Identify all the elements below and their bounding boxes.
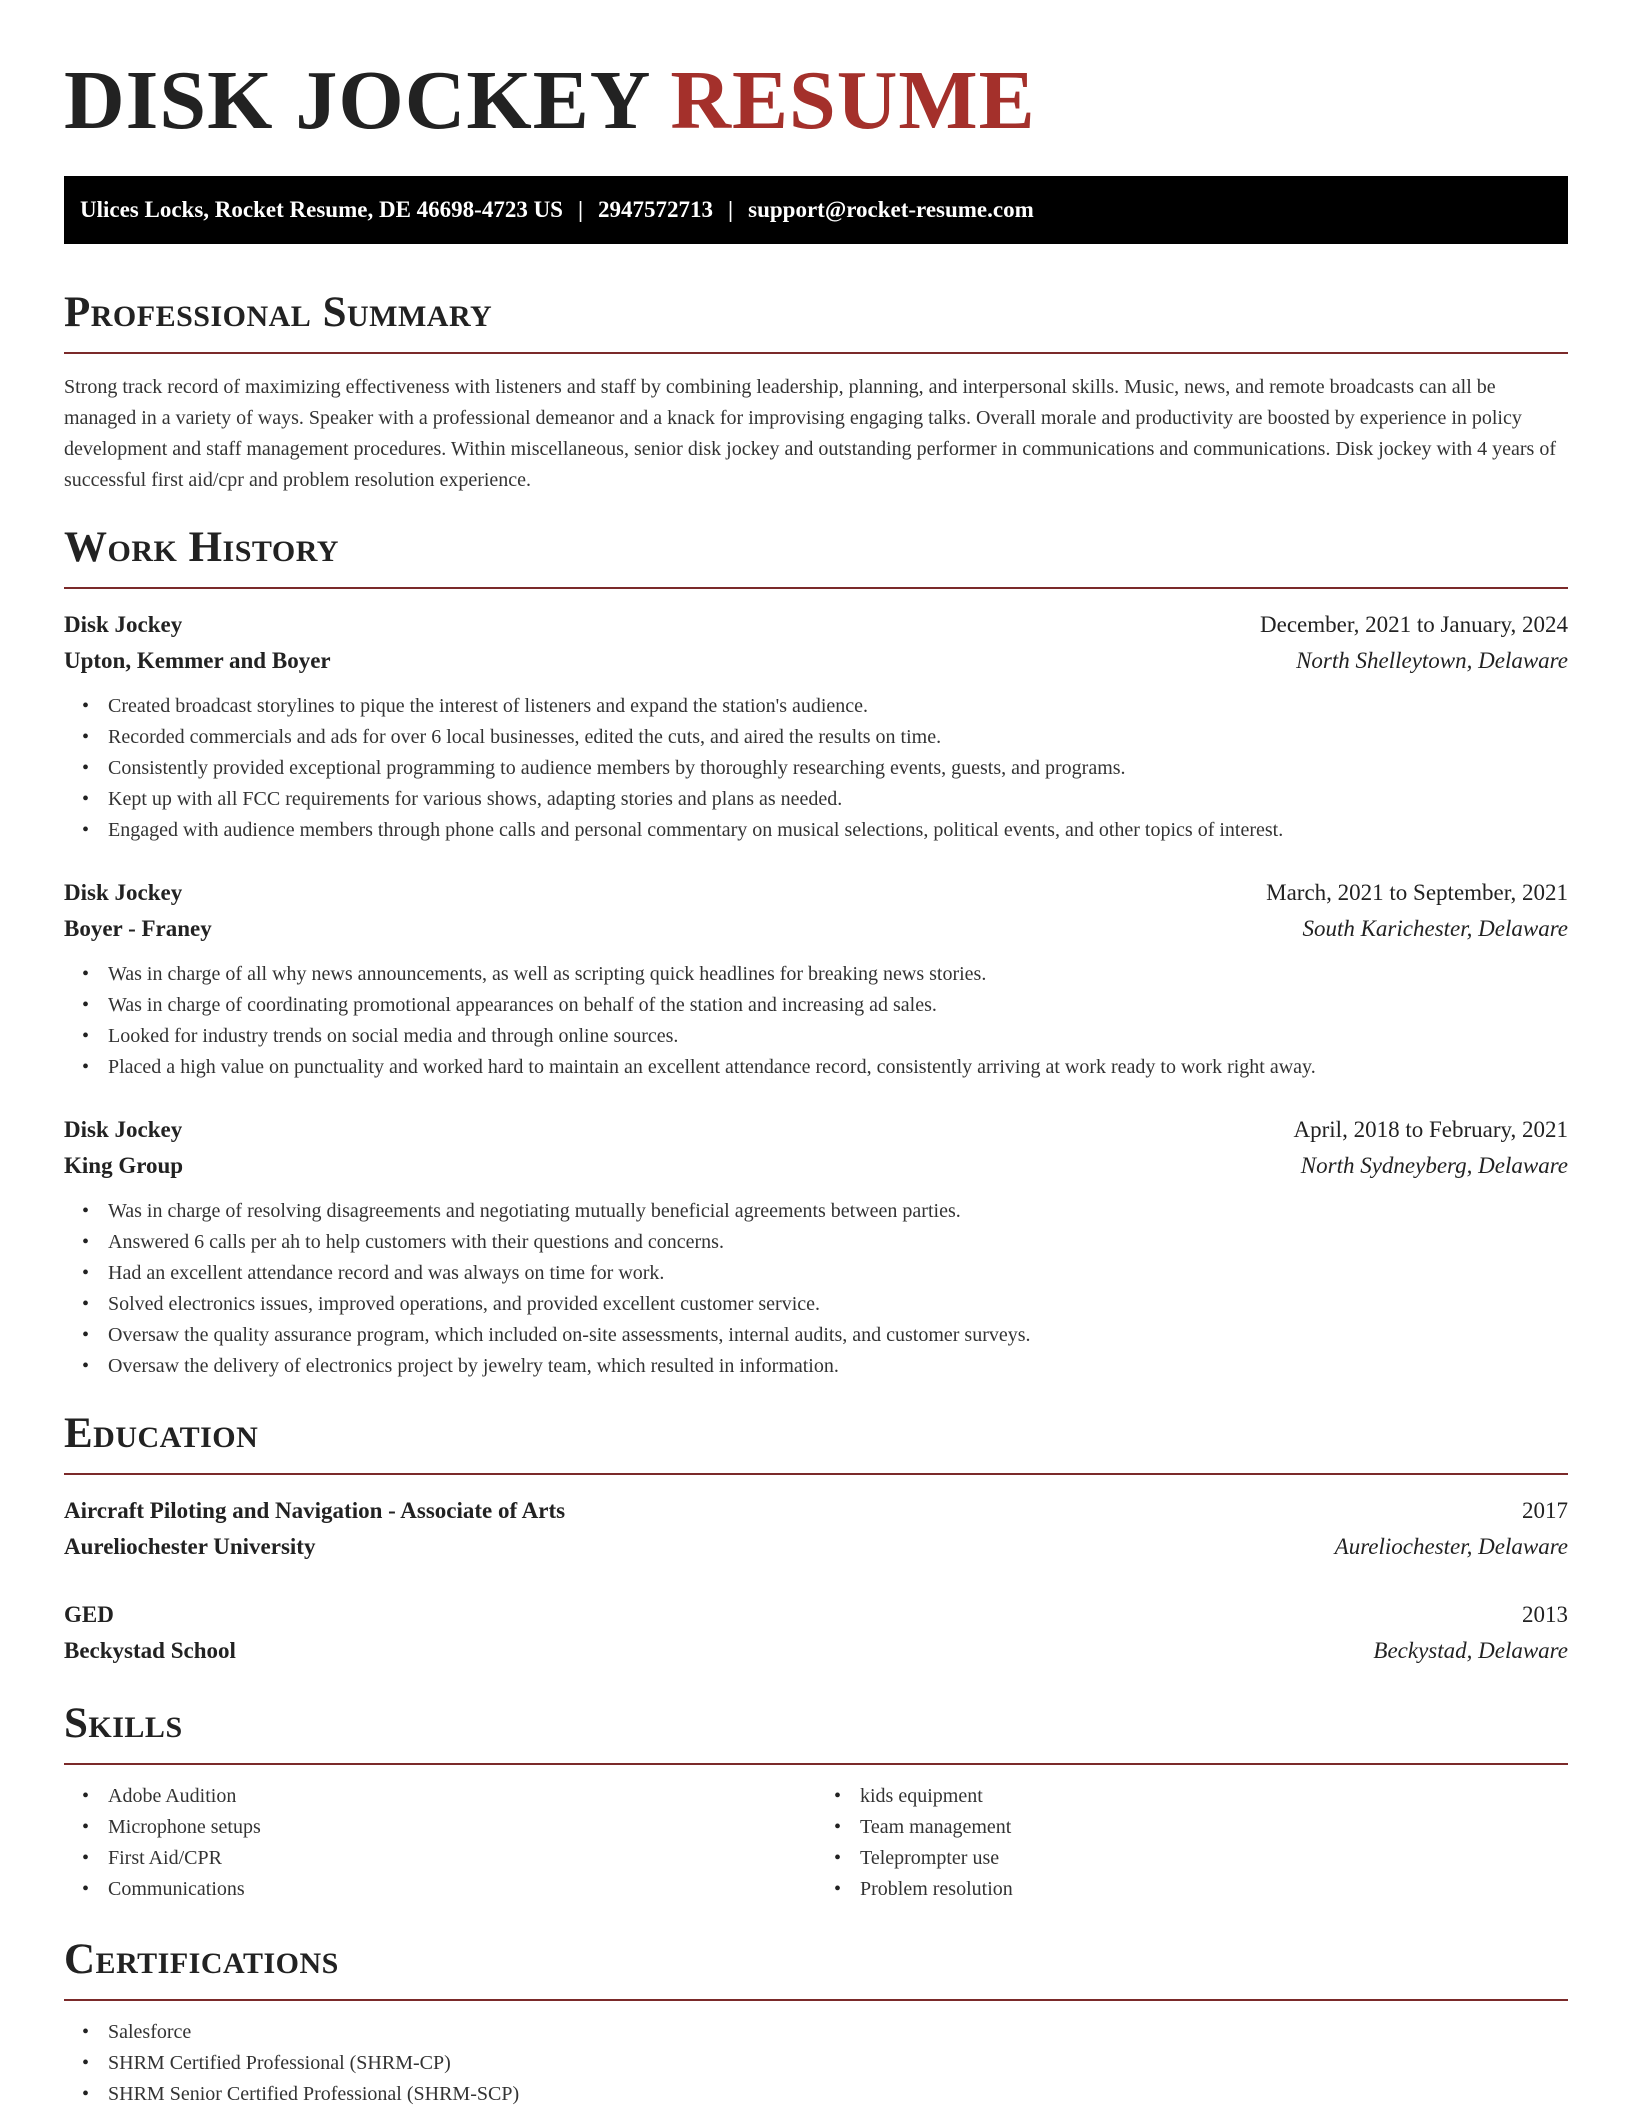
list-item: • Kept up with all FCC requirements for various shows, adapting stories and plans as needed.: [108, 784, 1568, 815]
work-history-section: [64, 523, 1568, 1382]
list-item: • Placed a high value on punctuality and worked hard to maintain an excellent attendance record, consistently arriving at work ready to work right away.: [108, 1052, 1568, 1083]
job-bullets: [64, 1196, 1568, 1382]
section-heading-work-history: Work History: [64, 523, 1568, 589]
list-item: • Consistently provided exceptional programming to audience members by thoroughly researching events, guests, and programs.: [108, 753, 1568, 784]
certification-item: • SHRM Senior Certified Professional (SHRM-SCP): [108, 2079, 1568, 2110]
education-degree: GED: [64, 1602, 114, 1627]
education-location: Beckystad, Delaware: [1373, 1638, 1568, 1663]
list-item: • Solved electronics issues, improved operations, and provided excellent customer service.: [108, 1289, 1568, 1320]
list-item: • Engaged with audience members through phone calls and personal commentary on musical selections, political events, and other topics of interest.: [108, 815, 1568, 846]
contact-phone: 2947572713: [598, 197, 714, 222]
job-location: South Karichester, Delaware: [1302, 916, 1568, 941]
job-entry: [64, 1112, 1568, 1382]
skill-item: • Communications: [108, 1874, 816, 1905]
education-header: [64, 1493, 1568, 1529]
list-item: • Was in charge of resolving disagreements and negotiating mutually beneficial agreements between parties.: [108, 1196, 1568, 1227]
job-title: Disk Jockey: [64, 612, 183, 637]
job-dates: April, 2018 to February, 2021: [1293, 1117, 1568, 1142]
contact-email: support@rocket-resume.com: [748, 197, 1034, 222]
job-subheader: [64, 911, 1568, 947]
skill-item: • kids equipment: [860, 1781, 1568, 1812]
skill-item: • Microphone setups: [108, 1812, 816, 1843]
skill-item: • Teleprompter use: [860, 1843, 1568, 1874]
job-bullets: [64, 691, 1568, 846]
summary-section: [64, 288, 1568, 496]
education-section: [64, 1409, 1568, 1669]
job-company: Boyer - Franey: [64, 916, 212, 941]
list-item: • Oversaw the quality assurance program, which included on-site assessments, internal audits, and customer surveys.: [108, 1320, 1568, 1351]
job-dates: March, 2021 to September, 2021: [1266, 880, 1568, 905]
skill-item: • Adobe Audition: [108, 1781, 816, 1812]
job-subheader: [64, 1148, 1568, 1184]
job-subheader: [64, 643, 1568, 679]
resume-page: [64, 0, 1568, 2110]
list-item: • Recorded commercials and ads for over 6 local businesses, edited the cuts, and aired the results on time.: [108, 722, 1568, 753]
title-accent: RESUME: [670, 54, 1036, 147]
contact-address: Ulices Locks, Rocket Resume, DE 46698-4723 US: [80, 197, 563, 222]
list-item: • Oversaw the delivery of electronics project by jewelry team, which resulted in information.: [108, 1351, 1568, 1382]
job-entry: [64, 875, 1568, 1083]
list-item: • Looked for industry trends on social media and through online sources.: [108, 1021, 1568, 1052]
education-entry: [64, 1597, 1568, 1669]
section-heading-education: Education: [64, 1409, 1568, 1475]
skill-item: • Team management: [860, 1812, 1568, 1843]
job-company: King Group: [64, 1153, 184, 1178]
list-item: • Had an excellent attendance record and was always on time for work.: [108, 1258, 1568, 1289]
list-item: • Was in charge of coordinating promotional appearances on behalf of the station and increasing ad sales.: [108, 990, 1568, 1021]
education-year: 2017: [1522, 1498, 1568, 1523]
education-header: [64, 1597, 1568, 1633]
certification-item: • SHRM Certified Professional (SHRM-CP): [108, 2048, 1568, 2079]
education-degree: Aircraft Piloting and Navigation - Associate of Arts: [64, 1498, 566, 1523]
resume-title: [64, 0, 1568, 150]
list-item: • Answered 6 calls per ah to help customers with their questions and concerns.: [108, 1227, 1568, 1258]
section-heading-certifications: Certifications: [64, 1935, 1568, 2001]
job-header: [64, 1112, 1568, 1148]
skill-item: • First Aid/CPR: [108, 1843, 816, 1874]
section-heading-summary: Professional Summary: [64, 288, 1568, 354]
certifications-section: [64, 1935, 1568, 2110]
skills-list-left: [64, 1781, 816, 1905]
job-dates: December, 2021 to January, 2024: [1260, 612, 1568, 637]
job-entry: [64, 607, 1568, 846]
certification-item: • Salesforce: [108, 2017, 1568, 2048]
skills-columns: [64, 1781, 1568, 1905]
skills-section: [64, 1699, 1568, 1905]
contact-separator: |: [728, 197, 734, 222]
contact-separator: |: [577, 197, 584, 222]
job-location: North Sydneyberg, Delaware: [1300, 1153, 1568, 1178]
education-year: 2013: [1522, 1602, 1568, 1627]
summary-text: Strong track record of maximizing effectiveness with listeners and staff by combining leadership, planning, and interpersonal skills. Music, news, and remote broadcasts can all be managed in a variety of ways. Speaker with a professional demeanor and a knack for improvising engaging talks. Overall morale and productivity are boosted by experience in policy development and staff management procedures. Within miscellaneous, senior disk jockey and outstanding performer in communications and communications. Disk jockey with 4 years of successful first aid/cpr and problem resolution experience.: [64, 376, 1556, 491]
job-header: [64, 607, 1568, 643]
list-item: • Was in charge of all why news announcements, as well as scripting quick headlines for breaking news stories.: [108, 959, 1568, 990]
skill-item: • Problem resolution: [860, 1874, 1568, 1905]
job-header: [64, 875, 1568, 911]
education-school: Beckystad School: [64, 1638, 236, 1663]
job-bullets: [64, 959, 1568, 1083]
education-subheader: [64, 1529, 1568, 1565]
certifications-list: [64, 2017, 1568, 2110]
contact-bar: [64, 176, 1568, 244]
education-location: Aureliochester, Delaware: [1334, 1534, 1568, 1559]
education-school: Aureliochester University: [64, 1534, 316, 1559]
section-heading-skills: Skills: [64, 1699, 1568, 1765]
education-entry: [64, 1493, 1568, 1565]
skills-list-right: [816, 1781, 1568, 1905]
job-title: Disk Jockey: [64, 880, 183, 905]
job-location: North Shelleytown, Delaware: [1296, 648, 1568, 673]
job-company: Upton, Kemmer and Boyer: [64, 648, 331, 673]
job-title: Disk Jockey: [64, 1117, 183, 1142]
education-subheader: [64, 1633, 1568, 1669]
list-item: • Created broadcast storylines to pique the interest of listeners and expand the station's audience.: [108, 691, 1568, 722]
title-main: DISK JOCKEY: [64, 54, 649, 147]
